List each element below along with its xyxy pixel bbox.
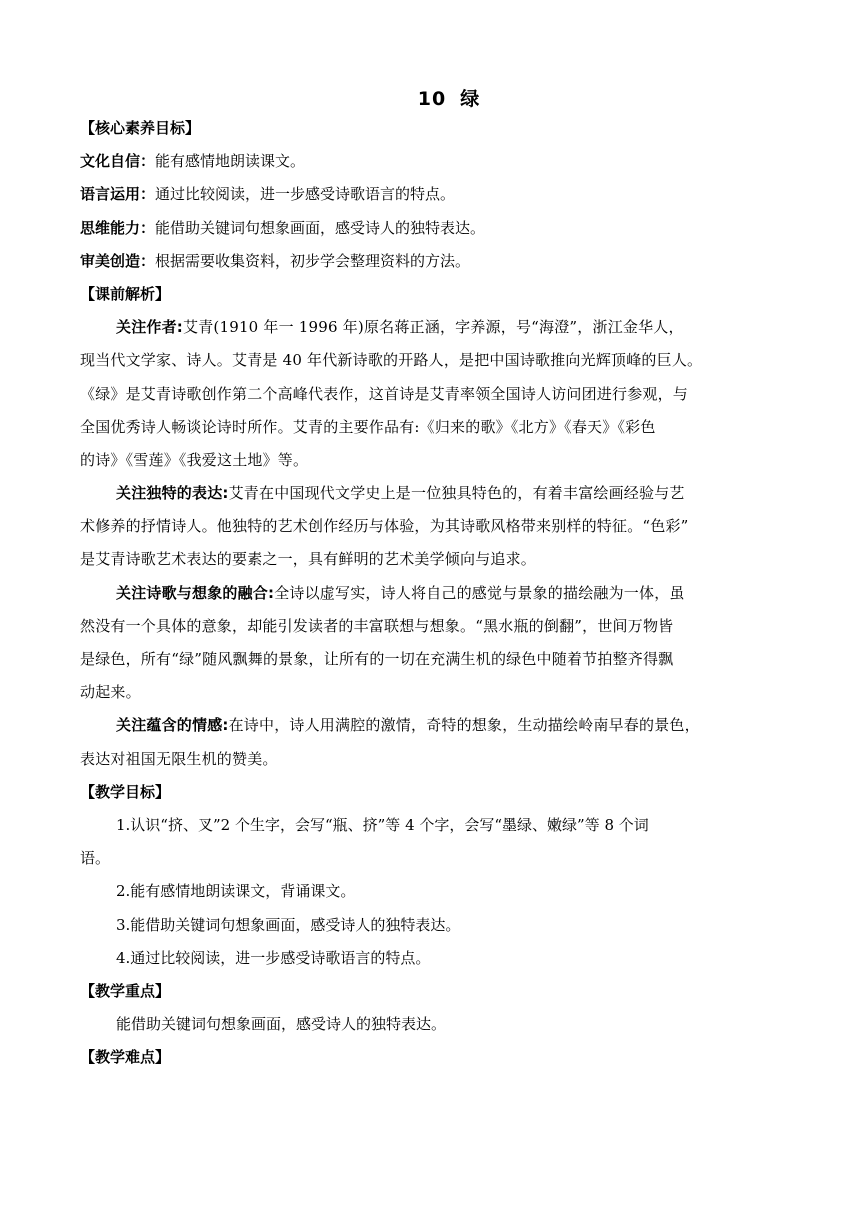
paragraph-text: 艾青(1910 年一 1996 年)原名蒋正涵，字养源，号“海澄”，浙江金华人， <box>183 318 684 337</box>
core-goal-text: 根据需要收集资料，初步学会整理资料的方法。 <box>155 251 471 270</box>
core-goal-item <box>80 212 790 245</box>
teaching-goal-item: 2.能有感情地朗读课文，背诵课文。 <box>116 882 356 901</box>
paragraph-text: 全诗以虚写实，诗人将自己的感觉与景象的描绘融为一体，虽 <box>274 583 685 602</box>
paragraph-line <box>80 577 790 610</box>
paragraph-label: 关注独特的表达: <box>116 484 229 503</box>
teaching-goal-item: 3.能借助关键词句想象画面，感受诗人的独特表达。 <box>116 915 461 934</box>
paragraph-line <box>80 477 790 510</box>
paragraph-line: 全国优秀诗人畅谈论诗时所作。艾青的主要作品有:《归来的歌》《北方》《春天》《彩色 <box>80 417 656 436</box>
core-goal-text: 通过比较阅读，进一步感受诗歌语言的特点。 <box>155 185 456 204</box>
teaching-goal-item: 语。 <box>80 849 111 868</box>
section-header-core-goals: 【核心素养目标】 <box>80 119 201 137</box>
paragraph-line: 动起来。 <box>80 683 141 702</box>
core-goal-text: 能有感情地朗读课文。 <box>155 152 306 171</box>
paragraph-line: 是艾青诗歌艺术表达的要素之一，具有鲜明的艺术美学倾向与追求。 <box>80 550 537 569</box>
paragraph-label: 关注诗歌与想象的融合: <box>116 583 275 602</box>
paragraph-line <box>80 311 790 344</box>
paragraph-label: 关注蕴含的情感: <box>116 716 229 735</box>
teaching-goal-item: 4.通过比较阅读，进一步感受诗歌语言的特点。 <box>116 948 431 967</box>
paragraph-line: 术修养的抒情诗人。他独特的艺术创作经历与体验，为其诗歌风格带来别样的特征。“色彩” <box>80 517 689 536</box>
paragraph-line: 表达对祖国无限生机的赞美。 <box>80 749 278 768</box>
section-header-difficulties: 【教学难点】 <box>80 1048 171 1067</box>
paragraph-line: 是绿色，所有“绿”随风飘舞的景象，让所有的一切在充满生机的绿色中随着节拍整齐得飘 <box>80 650 674 668</box>
key-point-text: 能借助关键词句想象画面，感受诗人的独特表达。 <box>116 1015 447 1034</box>
core-goal-label: 审美创造： <box>80 251 156 270</box>
paragraph-line: 现当代文学家、诗人。艾青是 40 年代新诗歌的开路人，是把中国诗歌推向光辉顶峰的巨人。 <box>80 351 703 370</box>
paragraph-line <box>80 709 790 742</box>
section-header-teaching-goals: 【教学目标】 <box>80 782 171 801</box>
section-header-key-points: 【教学重点】 <box>80 981 171 1000</box>
section-header-analysis: 【课前解析】 <box>80 284 171 303</box>
core-goal-item <box>80 245 790 278</box>
paragraph-line: 然没有一个具体的意象，却能引发读者的丰富联想与想象。“黑水瓶的倒翻”，世间万物皆 <box>80 616 674 635</box>
lesson-number: 10 <box>417 88 447 110</box>
core-goal-label: 语言运用： <box>80 185 156 204</box>
paragraph-line: 《绿》是艾青诗歌创作第二个高峰代表作，这首诗是艾青率领全国诗人访问团进行参观，与 <box>80 384 689 403</box>
core-goal-item <box>80 178 790 211</box>
core-goal-label: 文化自信： <box>80 152 156 171</box>
paragraph-text: 在诗中，诗人用满腔的激情，奇特的想象，生动描绘岭南早春的景色， <box>228 716 700 735</box>
paragraph-label: 关注作者: <box>116 318 183 337</box>
paragraph-line: 的诗》《雪莲》《我爱这土地》等。 <box>80 450 309 469</box>
teaching-goal-item: 1.认识“挤、叉”2 个生字，会写“瓶、挤”等 4 个字，会写“墨绿、嫩绿”等 8 个词 <box>116 815 649 834</box>
core-goal-label: 思维能力： <box>80 218 156 237</box>
core-goal-item <box>80 145 790 178</box>
document-page <box>80 86 790 1074</box>
page-title <box>108 86 790 112</box>
lesson-title: 绿 <box>460 88 481 110</box>
paragraph-text: 艾青在中国现代文学史上是一位独具特色的，有着丰富绘画经验与艺 <box>228 484 685 503</box>
core-goal-text: 能借助关键词句想象画面，感受诗人的独特表达。 <box>155 218 486 237</box>
